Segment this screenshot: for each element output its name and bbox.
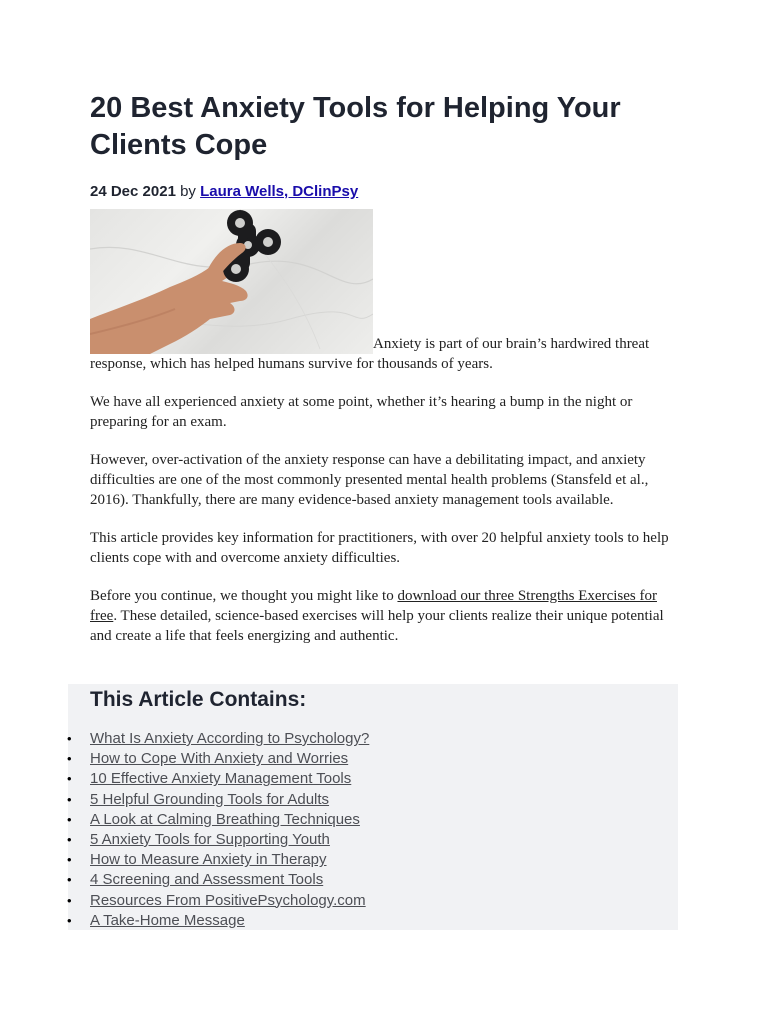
table-of-contents [68, 684, 678, 930]
cta-paragraph [90, 586, 680, 646]
publish-date: 24 Dec 2021 [90, 183, 176, 200]
bullet-icon: • [67, 731, 72, 746]
toc-link[interactable]: How to Measure Anxiety in Therapy [90, 851, 327, 869]
toc-link[interactable]: What Is Anxiety According to Psychology? [90, 730, 370, 747]
cta-before: Before you continue, we thought you might like to [90, 588, 398, 604]
bullet-icon: • [67, 892, 72, 908]
toc-link[interactable]: A Look at Calming Breathing Techniques [90, 810, 360, 828]
author-link[interactable]: Laura Wells, DClinPsy [200, 183, 359, 200]
bullet-icon: • [67, 831, 72, 847]
bullet-icon: • [67, 912, 72, 928]
paragraph-2: However, over-activation of the anxiety response can have a debilitating impact, and anxiety difficulties are one of the most commonly presented mental health problems (Stansfeld et al., 2016). Thankfully, there are many evidence-based anxiety management tools available. [90, 452, 649, 508]
article-title: 20 Best Anxiety Tools for Helping Your Clients Cope [90, 92, 621, 161]
paragraph-1: We have all experienced anxiety at some point, whether it’s hearing a bump in the night or preparing for an exam. [90, 394, 633, 430]
bullet-icon: • [67, 791, 72, 807]
bullet-icon: • [67, 771, 72, 787]
download-exercises-link[interactable]: download our three Strengths Exercises for free [90, 588, 657, 624]
cta-after: . These detailed, science-based exercises will help your clients realize their unique potential and create a life that feels energizing and authentic. [90, 608, 664, 644]
article-meta [90, 183, 680, 201]
toc-link[interactable]: Resources From PositivePsychology.com [90, 891, 366, 909]
by-label: by [180, 183, 196, 200]
bullet-icon: • [67, 872, 72, 888]
toc-link[interactable]: 5 Helpful Grounding Tools for Adults [90, 790, 330, 808]
bullet-icon: • [67, 751, 72, 767]
toc-link[interactable]: 4 Screening and Assessment Tools [90, 871, 324, 889]
fidget-spinner-hand-photo-icon [90, 209, 373, 354]
paragraph-3: This article provides key information for practitioners, with over 20 helpful anxiety tools to help clients cope with and overcome anxiety difficulties. [90, 530, 669, 566]
article [90, 90, 680, 646]
bullet-icon: • [67, 852, 72, 868]
toc-link[interactable]: How to Cope With Anxiety and Worries [90, 750, 349, 768]
toc-title: This Article Contains: [90, 688, 307, 711]
bullet-icon: • [67, 811, 72, 827]
toc-link[interactable]: 10 Effective Anxiety Management Tools [90, 770, 352, 788]
toc-link[interactable]: 5 Anxiety Tools for Supporting Youth [90, 830, 330, 848]
intro-text: Anxiety is part of our brain’s hardwired threat response, which has helped humans survive for thousands of years. [90, 336, 650, 372]
intro-paragraph [90, 209, 680, 374]
toc-link[interactable]: A Take-Home Message [90, 911, 245, 929]
